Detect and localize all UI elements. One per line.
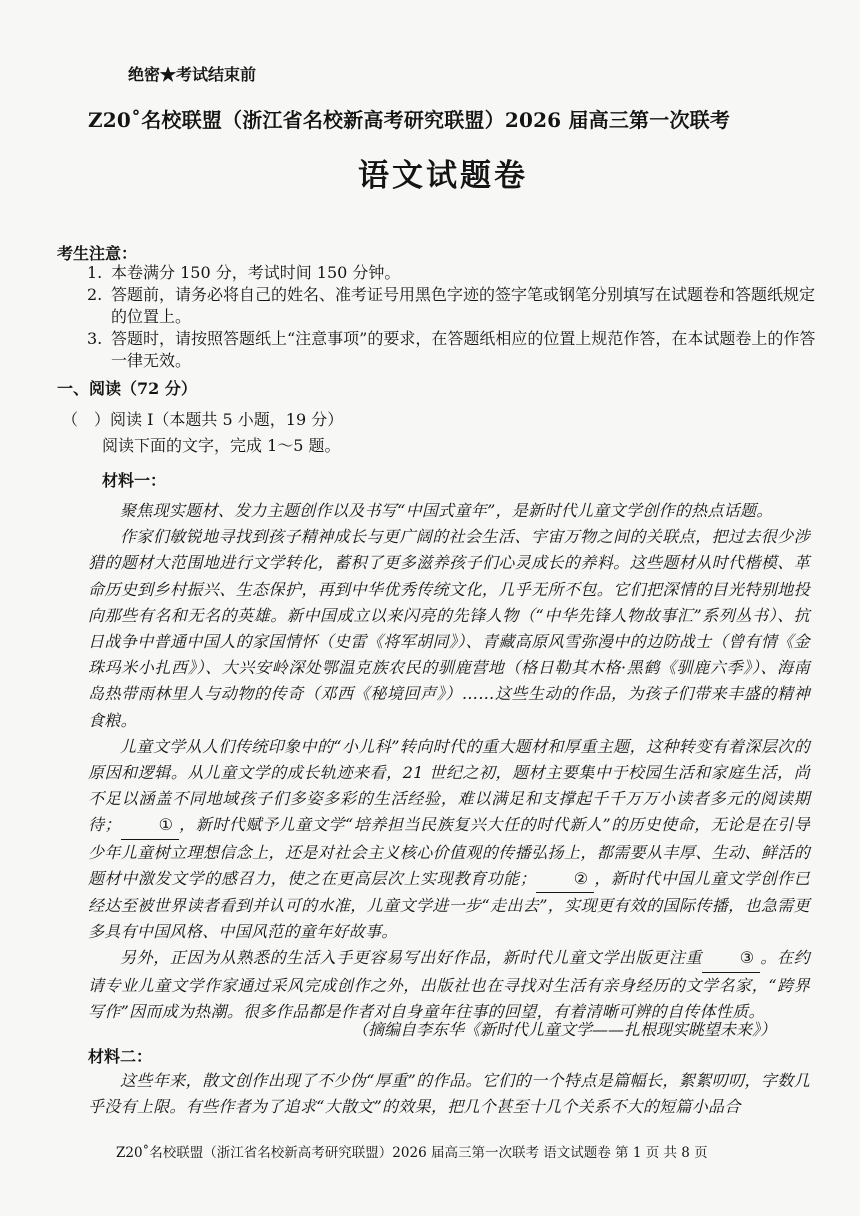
- notice-item-text: 答题前，请务必将自己的姓名、准考证号用黑色字迹的签字笔或钢笔分别填写在试题卷和答题纸规定的位置上。: [111, 285, 816, 326]
- paragraph-text: 另外，正因为从熟悉的生活入手更容易写出好作品，新时代儿童文学出版更注重: [120, 948, 703, 968]
- notice-list: [57, 262, 817, 372]
- notice-item-number: 2.: [87, 285, 103, 304]
- notice-item-text: 答题时，请按照答题纸上“注意事项”的要求，在答题纸相应的位置上规范作答，在本试题卷上的作答一律无效。: [111, 329, 816, 370]
- question-header: （ ）阅读 I（本题共 5 小题，19 分）: [62, 410, 344, 429]
- fill-blank-2: ②: [536, 866, 594, 893]
- exam-title: Z20˚名校联盟（浙江省名校新高考研究联盟）2026 届高三第一次联考: [88, 108, 731, 132]
- section-heading: 一、阅读（72 分）: [57, 379, 197, 398]
- confidential-label: 绝密★考试结束前: [128, 65, 257, 84]
- notice-heading: 考生注意：: [57, 244, 138, 263]
- paragraph-text: ，新时代赋予儿童文学“培养担当民族复兴大任的时代新人”的历史使命，无论是在引导少年儿童树立理想信念上，还是对社会主义核心价值观的传播弘扬上，都需要从丰厚、生动、鲜活的题材中激发文学的感召力，使之在更高层次上实现教育功能；: [88, 815, 810, 888]
- paragraph-text: 儿童文学从人们传统印象中的“小儿科”转向时代的重大题材和厚重主题，这种转变有着深层次的原因和逻辑。从儿童文学的成长轨迹来看，21 世纪之初，题材主要集中于校园生活和家庭生活，尚不足以涵盖不同地域孩子们多姿多彩的生活经验，难以满足和支撑起千千万万小读者多元的阅读期待；: [88, 736, 810, 835]
- paragraph: 作家们敏锐地寻找到孩子精神成长与更广阔的社会生活、宇宙万物之间的关联点，把过去很少涉猎的题材大范围地进行文学转化，蓄积了更多滋养孩子们心灵成长的养料。这些题材从时代楷模、革命历史到乡村振兴、生态保护，再到中华优秀传统文化，几乎无所不包。它们把深情的目光特别地投向那些有名和无名的英雄。新中国成立以来闪亮的先锋人物（“中华先锋人物故事汇”系列丛书）、抗日战争中普通中国人的家国情怀（史雷《将军胡同》）、青藏高原风雪弥漫中的边防战士（曾有情《金珠玛米小扎西》）、大兴安岭深处鄂温克族农民的驯鹿营地（格日勒其木格·黑鹤《驯鹿六季》）、海南岛热带雨林里人与动物的传奇（邓西《秘境回声》）……这些生动的作品，为孩子们带来丰盛的精神食粮。: [88, 527, 810, 730]
- paragraph: 聚焦现实题材、发力主题创作以及书写“中国式童年”，是新时代儿童文学创作的热点话题。: [120, 501, 773, 520]
- notice-item-number: 3.: [87, 329, 103, 348]
- question-instruction: 阅读下面的文字，完成 1～5 题。: [102, 436, 341, 455]
- notice-item: [57, 328, 817, 372]
- notice-item: [57, 284, 817, 328]
- notice-item-number: 1.: [87, 263, 103, 282]
- paragraph: 这些年来，散文创作出现了不少伪“厚重”的作品。它们的一个特点是篇幅长，絮絮叨叨，字数几乎没有上限。有些作者为了追求“大散文”的效果，把几个甚至十几个关系不大的短篇小品合: [88, 1071, 810, 1117]
- fill-blank-1: ①: [121, 812, 179, 839]
- notice-item-text: 本卷满分 150 分，考试时间 150 分钟。: [111, 263, 401, 282]
- material-two-label: 材料二：: [88, 1047, 153, 1066]
- paragraph-text: ，新时代中国儿童文学创作已经达至被世界读者看到并认可的水准，儿童文学进一步“走出去”，实现更有效的国际传播，也急需更多具有中国风格、中国风范的童年好故事。: [88, 868, 810, 942]
- exam-subtitle: 语文试题卷: [358, 158, 528, 194]
- material-two-body: [88, 1068, 810, 1120]
- fill-blank-3: ③: [702, 945, 760, 972]
- page-footer: Z20˚名校联盟（浙江省名校新高考研究联盟）2026 届高三第一次联考 语文试题卷 第 1 页 共 8 页: [116, 1145, 708, 1161]
- material-one-label: 材料一：: [102, 471, 167, 490]
- material-one-body: [88, 498, 810, 1025]
- paragraph: [88, 945, 810, 1025]
- paragraph: [88, 734, 810, 946]
- source-citation: （摘编自李东华《新时代儿童文学——扎根现实眺望未来》）: [352, 1020, 777, 1039]
- notice-item: [57, 262, 817, 284]
- paragraph-text: 。在约请专业儿童文学作家通过采风完成创作之外，出版社也在寻找对生活有亲身经历的文学名家，“跨界写作”因而成为热潮。很多作品都是作者对自身童年往事的回望，有着清晰可辨的自传体性质。: [88, 948, 810, 1021]
